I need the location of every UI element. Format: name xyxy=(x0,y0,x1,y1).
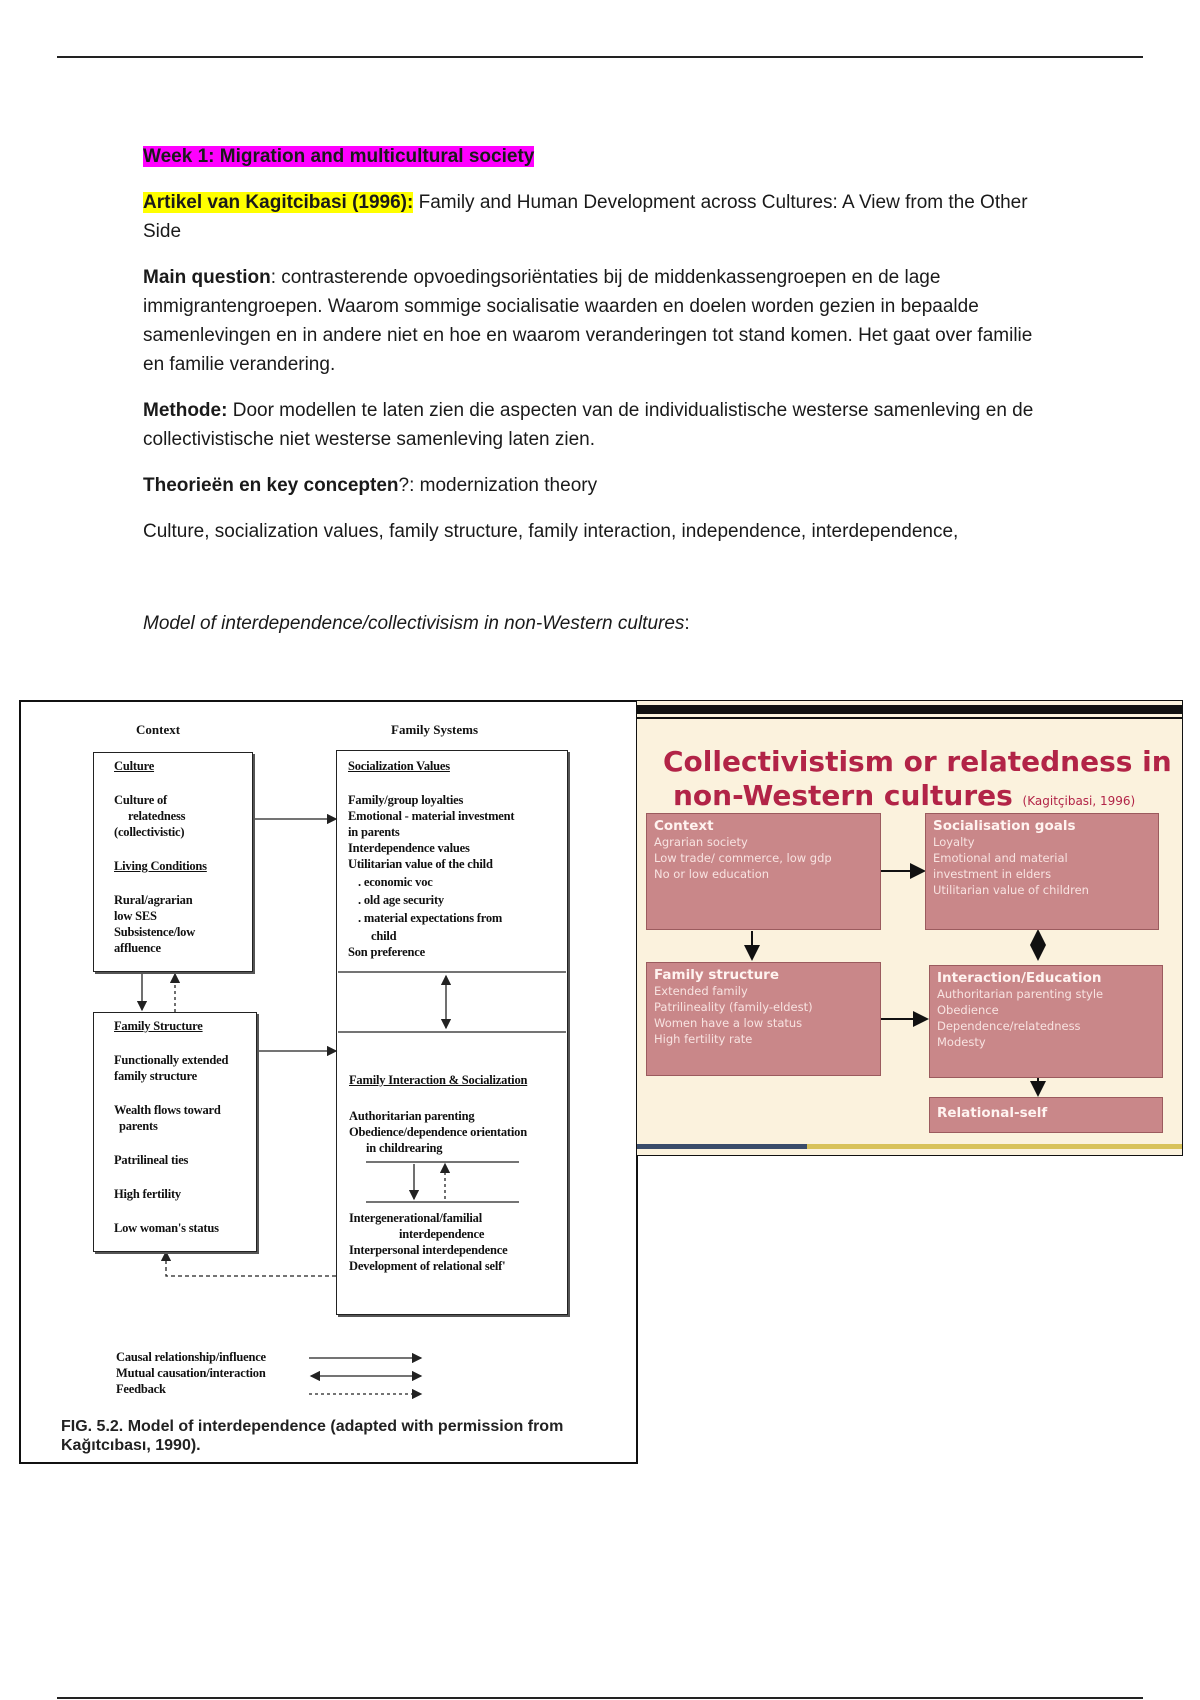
self-title: Relational-self xyxy=(937,1105,1048,1121)
feedback-dashed-line xyxy=(166,1252,336,1276)
structure-line: Patrilineal ties xyxy=(114,1153,189,1167)
interaction-line: Authoritarian parenting style xyxy=(937,987,1104,1001)
interaction-line: Authoritarian parenting xyxy=(349,1109,475,1123)
structure-line: Women have a low status xyxy=(654,1016,803,1030)
social-head: Socialization Values xyxy=(348,759,450,773)
living-line: Subsistence/low xyxy=(114,925,196,939)
article-para xyxy=(143,188,1043,246)
figure-caption: FIG. 5.2. Model of interdependence (adapted with permission from Kağıtcıbası, 1990). xyxy=(61,1418,564,1454)
outcome-line: Interpersonal interdependence xyxy=(349,1243,508,1257)
interaction-line: Obedience xyxy=(937,1003,999,1017)
slide-title-line1: Collectivistism or relatedness in xyxy=(663,745,1172,778)
main-question-label: Main question xyxy=(143,267,271,288)
structure-line: High fertility xyxy=(114,1187,181,1201)
article-label: Artikel van Kagitcibasi (1996): xyxy=(143,192,414,213)
social-line: Utilitarian value of the child xyxy=(348,857,493,871)
legend-causal: Causal relationship/influence xyxy=(116,1350,266,1364)
living-head: Living Conditions xyxy=(114,859,207,873)
week-heading-para xyxy=(143,142,1043,171)
living-line: Rural/agrarian xyxy=(114,893,193,907)
concepts-para: Culture, socialization values, family structure, family interaction, independence, interdependence, xyxy=(143,521,959,542)
goals-line: investment in elders xyxy=(933,867,1052,881)
interaction-line: Modesty xyxy=(937,1035,986,1049)
living-line: affluence xyxy=(114,941,161,955)
legend-mutual: Mutual causation/interaction xyxy=(116,1366,266,1380)
living-line: low SES xyxy=(114,909,157,923)
social-line: Family/group loyalties xyxy=(348,793,464,807)
structure-line: Patrilineality (family-eldest) xyxy=(654,1000,813,1014)
goals-title: Socialisation goals xyxy=(933,818,1076,834)
social-line: Emotional - material investment xyxy=(348,809,515,823)
context-line: Low trade/ commerce, low gdp xyxy=(654,851,832,865)
methode-para xyxy=(143,396,1043,454)
main-question-text: : contrasterende opvoedingsoriëntaties bij de middenkassengroepen en de lage immigrantengroepen. Waarom sommige socialisatie waarden en doelen worden gezien in bepaalde samenlevingen en in andere niet en hoe en waarom veranderingen tot stand komen. Het gaat over familie en familie verandering. xyxy=(143,267,1033,375)
social-line: . economic voc xyxy=(358,875,433,889)
social-line: Interdependence values xyxy=(348,841,470,855)
interaction-line: Obedience/dependence orientation xyxy=(349,1125,527,1139)
theory-text: ?: modernization theory xyxy=(398,475,598,496)
interaction-line: in childrearing xyxy=(366,1141,443,1155)
goals-line: Loyalty xyxy=(933,835,975,849)
interaction-line: Dependence/relatedness xyxy=(937,1019,1081,1033)
structure-box xyxy=(93,1012,257,1252)
scan-col-family: Family Systems xyxy=(391,722,479,737)
interaction-title: Interaction/Education xyxy=(937,970,1102,986)
article-title: Family and Human Development across Cultures: A View from the Other Side xyxy=(143,192,1028,242)
slide-box-goals xyxy=(925,813,1159,930)
slide-box-structure xyxy=(646,962,881,1076)
model-caption: Model of interdependence/collectivisism in non-Western cultures xyxy=(143,613,685,634)
culture-line: relatedness xyxy=(128,809,186,823)
goals-line: Emotional and material xyxy=(933,851,1068,865)
structure-line: Wealth flows toward xyxy=(114,1103,221,1117)
slide-bottom-accent xyxy=(637,1144,807,1149)
context-line: No or low education xyxy=(654,867,770,881)
social-line: . material expectations from xyxy=(358,911,503,925)
slide-box-self xyxy=(929,1097,1163,1133)
footer-rule xyxy=(57,1697,1143,1699)
context-title: Context xyxy=(654,818,714,834)
slide-title-ref: (Kagitçibasi, 1996) xyxy=(1022,794,1136,808)
outcome-line: Development of relational self' xyxy=(349,1259,506,1273)
interaction-head: Family Interaction & Socialization xyxy=(349,1073,528,1087)
structure-line: Functionally extended xyxy=(114,1053,229,1067)
methode-label: Methode: xyxy=(143,400,228,421)
slide-title-line2: non-Western cultures xyxy=(673,779,1013,812)
scanned-model-figure xyxy=(19,700,638,1464)
structure-line: Low woman's status xyxy=(114,1221,219,1235)
methode-text: Door modellen te laten zien die aspecten van de individualistische westerse samenleving en de collectivistische niet westerse samenleving laten zien. xyxy=(143,400,1034,450)
slide-box-interaction xyxy=(929,965,1163,1078)
header-rule xyxy=(57,56,1143,58)
theory-para xyxy=(143,471,1043,500)
social-line: in parents xyxy=(348,825,400,839)
theory-label: Theorieën en key concepten xyxy=(143,475,399,496)
goals-line: Utilitarian value of children xyxy=(933,883,1089,897)
outcome-line: Intergenerational/familial xyxy=(349,1211,482,1225)
legend-feedback: Feedback xyxy=(116,1382,166,1396)
scan-col-context: Context xyxy=(136,722,181,737)
main-question-para xyxy=(143,263,1043,379)
social-line: child xyxy=(371,929,397,943)
culture-head: Culture xyxy=(114,759,155,773)
context-line: Agrarian society xyxy=(654,835,748,849)
culture-line: Culture of xyxy=(114,793,167,807)
text-content xyxy=(143,142,1043,655)
week-heading: Week 1: Migration and multicultural society xyxy=(143,146,535,167)
model-caption-para xyxy=(143,609,1043,638)
structure-line: parents xyxy=(119,1119,158,1133)
social-line: Son preference xyxy=(348,945,425,959)
outcome-line: interdependence xyxy=(399,1227,485,1241)
culture-line: (collectivistic) xyxy=(114,825,185,839)
slide-box-context xyxy=(646,813,881,930)
slide-figure xyxy=(636,700,1183,1156)
structure-line: family structure xyxy=(114,1069,198,1083)
structure-head: Family Structure xyxy=(114,1019,203,1033)
model-caption-suffix: : xyxy=(684,613,690,634)
structure-title: Family structure xyxy=(654,967,780,983)
structure-line: Extended family xyxy=(654,984,748,998)
structure-line: High fertility rate xyxy=(654,1032,753,1046)
social-line: . old age security xyxy=(358,893,444,907)
